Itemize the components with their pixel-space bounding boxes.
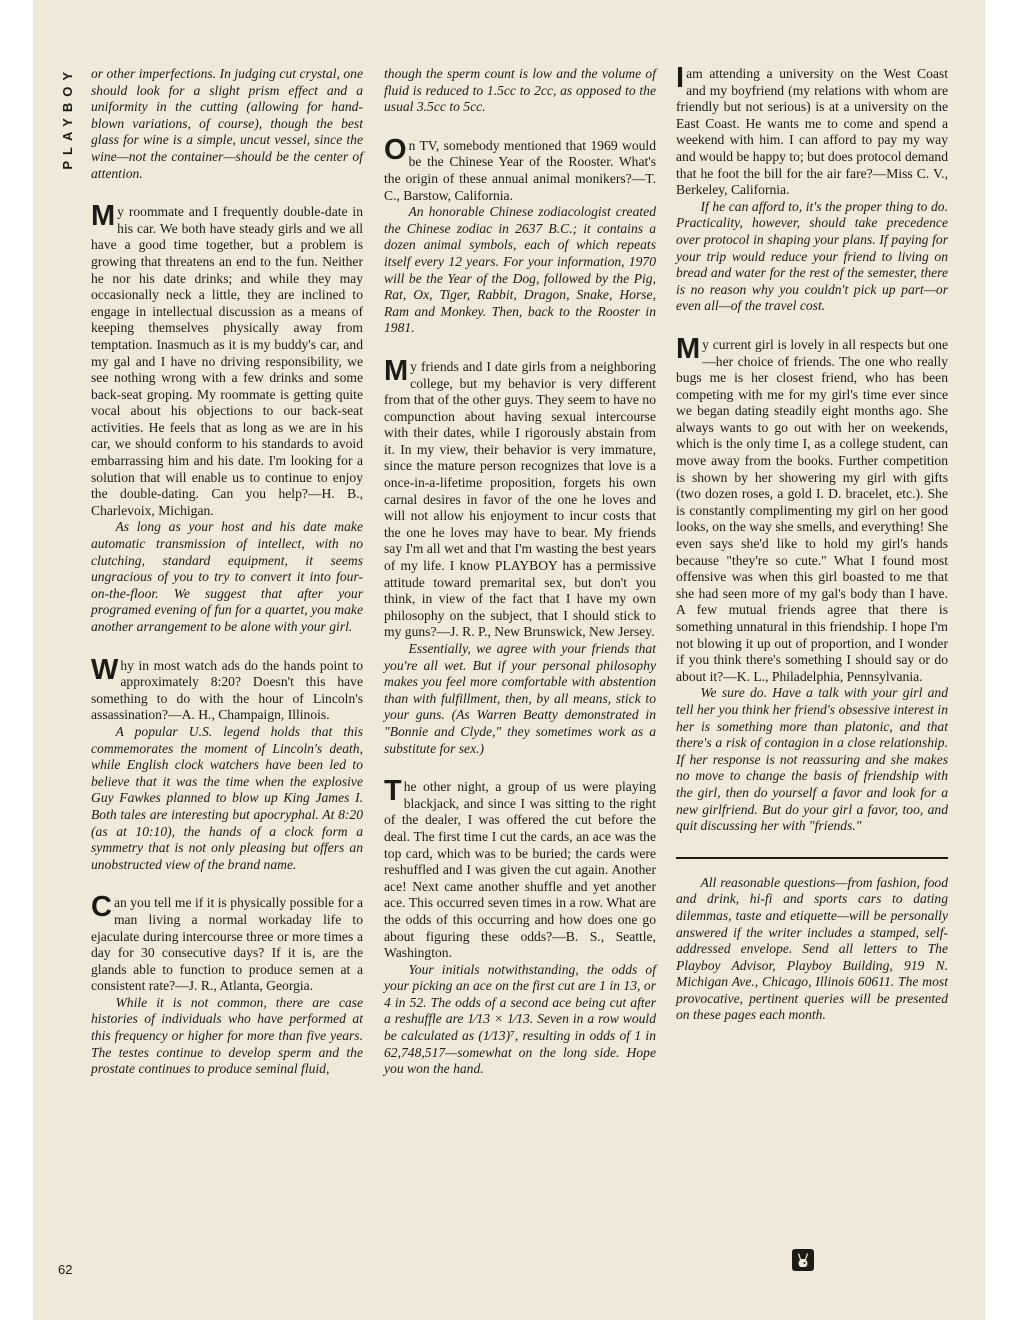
question — [91, 653, 363, 724]
answer: Essentially, we agree with your friends that you're all wet. But if your personal philosophy makes you feel more comfortable with abstention than with fulfillment, then, by all means, stick to your guns. (As Warren Beatty demonstrated in "Bonnie and Clyde," they sometimes work as a substitute for sex.) — [384, 641, 656, 756]
item-doubledate — [91, 200, 363, 635]
spine-title: PLAYBOY — [60, 66, 75, 170]
answer-continuation: though the sperm count is low and the volume of fluid is reduced to 1.5cc to 2cc, as opposed to the usual 3.5cc to 5cc. — [384, 66, 656, 115]
question — [91, 891, 363, 995]
drop-cap: O — [384, 133, 407, 166]
item-glass — [91, 66, 363, 182]
answer: Your initials notwithstanding, the odds of your picking an ace on the first cut are 1 in 13, or 4 in 52. The odds of a second ace being cut after a reshuffle are 1⁄13 × 1⁄13. Seven in a row would be calculated as (1⁄13)⁷, resulting in odds of 1 in 62,748,517—somewhat on the long side. Hope you won the hand. — [384, 961, 656, 1077]
rabbit-head-icon — [792, 1249, 814, 1271]
item-airfare — [676, 62, 948, 315]
question — [91, 200, 363, 519]
item-ejaculate-cont — [384, 66, 656, 116]
answer: As long as your host and his date make automatic transmission of intellect, with no clutching, standard equipment, it seems ungracious of you to try to convert it into four-on-the-floor. We suggest that after your programed evening of fun for a quartet, you make another arrangement to be alone with your girl. — [91, 519, 363, 634]
drop-cap: I — [676, 62, 685, 94]
item-guns — [384, 354, 656, 757]
advisor-footer-note: All reasonable questions—from fashion, food and drink, hi-fi and sports cars to dating dilemmas, taste and etiquette—will be personally answered if the writer includes a stamped, self-addressed envelope. Send all letters to The Playboy Advisor, Playboy Building, 919 N. Michigan Ave., Chicago, Illinois 60611. The most provocative, pertinent queries will be presented on these pages each month. — [676, 874, 948, 1023]
question-text: an you tell me if it is physically possible for a man living a normal workaday life to ejaculate during intercourse three or more times a day for 30 consecutive days? If it is, are the glands able to function to produce semen at a consistent rate?—J. R., Atlanta, Georgia. — [91, 895, 363, 994]
answer: We sure do. Have a talk with your girl and tell her you think her friend's obsessive interest in her is something more than platonic, and that there's a risk of contagion in a close relationship. If her response is not reassuring and she makes no move to change the basis of friendship with the girl, then do yourself a favor and look for a new girlfriend. But do your girl a favor, too, and quit discussing her with "friends." — [676, 685, 948, 834]
question — [384, 775, 656, 962]
question — [676, 62, 948, 199]
drop-cap: M — [91, 200, 116, 233]
question — [384, 354, 656, 641]
question-text: am attending a university on the West Coast and my boyfriend (my relations with whom are friendly but not serious) is at a university on the East Coast. He wants me to come and spend a weekend with him. I can afford to pay my way and would be happy to; but does protocol demand that he foot the bill for the air fare?—Miss C. V., Berkeley, California. — [676, 66, 948, 198]
answer: A popular U.S. legend holds that this commemorates the moment of Lincoln's death, while English clock watchers have been led to believe that it was the time when the explosive Guy Fawkes planned to blow up King James I. Both tales are interesting but apocryphal. At 8:20 (as at 10:10), the hands of a clock form a symmetry that is not only pleasing but offers an unobstructed view of the brand name. — [91, 723, 363, 872]
column-3 — [676, 62, 948, 1024]
question-text: y roommate and I frequently double-date in his car. We both have steady girls and we all have a good time together, but a problem is growing that threatens an end to the fun. Neither he nor his date drinks; and while they may occasionally neck a little, they are inclined to engage in intellectual discussion as a means of keeping themselves physically away from temptation. Inasmuch as it is my buddy's car, and my gal and I have no driving responsibility, we see nothing wrong with a few drinks and some back-seat groping. My roommate is getting quite vocal about his objections to our back-seat activities. He feels that as long as we are in his car, we should conform to his standards to avoid embarrassing him and his date. I'm looking for a solution that will enable us to continue to enjoy the double-dating. Can you help?—H. B., Charlevoix, Michigan. — [91, 204, 363, 518]
drop-cap: T — [384, 775, 402, 808]
page-number: 62 — [58, 1262, 73, 1277]
answer: While it is not common, there are case histories of individuals who have performed at this frequency or higher for more than five years. The testes continue to develop sperm and the prostate continues to produce seminal fluid, — [91, 994, 363, 1077]
question-text: n TV, somebody mentioned that 1969 would be the Chinese Year of the Rooster. What's the origin of these annual animal monikers?—T. C., Barstow, California. — [384, 137, 656, 203]
question-text: y friends and I date girls from a neighboring college, but my behavior is very different from that of the other guys. They seem to have no compunction about having sexual intercourse with their dates, while I rigorously abstain from it. In my view, their behavior is very immature, since the mature person recognizes that love is a once-in-a-lifetime proposition, forgets his own carnal desires in favor of the one he loves and will not allow his enjoyment to incur costs that the one he loves may have to bear. My friends say I'm all wet and that I'm wasting the best years of my life. I know PLAYBOY has a permissive attitude toward premarital sex, but don't you think, in view of the fact that I have my own philosophy on the subject, that I should stick to my guns?—J. R. P., New Brunswick, New Jersey. — [384, 358, 656, 640]
drop-cap: W — [91, 653, 119, 686]
column-2 — [384, 66, 656, 1100]
question — [676, 332, 948, 685]
section-divider — [676, 857, 948, 859]
question-text: y current girl is lovely in all respects but one—her choice of friends. The one who really bugs me is her closest friend, who has been competing with me for my girl's time ever since we began dating steadily eight months ago. She always wants to go out with her on weekends, which is the only time I, as a college student, can move away from the books. Further competition is shown by her showering my girl with gifts (two dozen roses, a gold I. D. bracelet, etc.). She is constantly complimenting my girl on her good looks, on the way she smells, and everything! She even says she'd like to hold my girl's hands because "they're so cute." What I found most offensive was when this girl boasted to me that she had seen more of my gal's body than I have. A few mutual friends agree that there is something unnatural in this friendship. I hope I'm not blowing it up out of proportion, and I wonder if you think there's something I should say or do about it?—K. L., Philadelphia, Pennsylvania. — [676, 336, 948, 684]
item-watch — [91, 653, 363, 874]
drop-cap: C — [91, 891, 112, 924]
question-text: hy in most watch ads do the hands point to approximately 8:20? Doesn't this have something to do with the hour of Lincoln's assassination?—A. H., Champaign, Illinois. — [91, 657, 363, 723]
answer: An honorable Chinese zodiacologist created the Chinese zodiac in 2637 B.C.; it contains a dozen animal symbols, each of which repeats itself every 12 years. For your information, 1970 will be the Year of the Dog, followed by the Pig, Rat, Ox, Tiger, Rabbit, Dragon, Snake, Horse, Ram and Monkey. Then, back to the Rooster in 1981. — [384, 204, 656, 336]
drop-cap: M — [384, 354, 409, 387]
item-zodiac — [384, 133, 656, 337]
column-1 — [91, 66, 363, 1100]
answer: If he can afford to, it's the proper thing to do. Practicality, however, should take precedence over protocol in shaping your plans. If paying for your trip would reduce your friend to living on bread and water for the rest of the semester, there is no reason why you couldn't pick up part—or even all—of the travel cost. — [676, 198, 948, 314]
answer-continuation: or other imperfections. In judging cut crystal, one should look for a slight prism effect and a uniformity in the cutting (allowing for hand-blown variations, of course), though the best glass for wine is a simple, uncut vessel, since the wine—not the container—should be the center of attention. — [91, 66, 363, 181]
item-friend — [676, 332, 948, 835]
item-blackjack — [384, 775, 656, 1078]
item-ejaculate — [91, 891, 363, 1078]
question-text: he other night, a group of us were playing blackjack, and since I was sitting to the right of the dealer, I was offered the cut before the deal. The first time I cut the cards, an ace was the top card, which was to be buried; the cards were reshuffled and I was given the cut again. Another ace! Next came another shuffle and yet another ace. This occurred seven times in a row. What are the odds of this occurring and how does one go about figuring these odds?—B. S., Seattle, Washington. — [384, 779, 656, 961]
drop-cap: M — [676, 332, 701, 365]
question — [384, 133, 656, 204]
